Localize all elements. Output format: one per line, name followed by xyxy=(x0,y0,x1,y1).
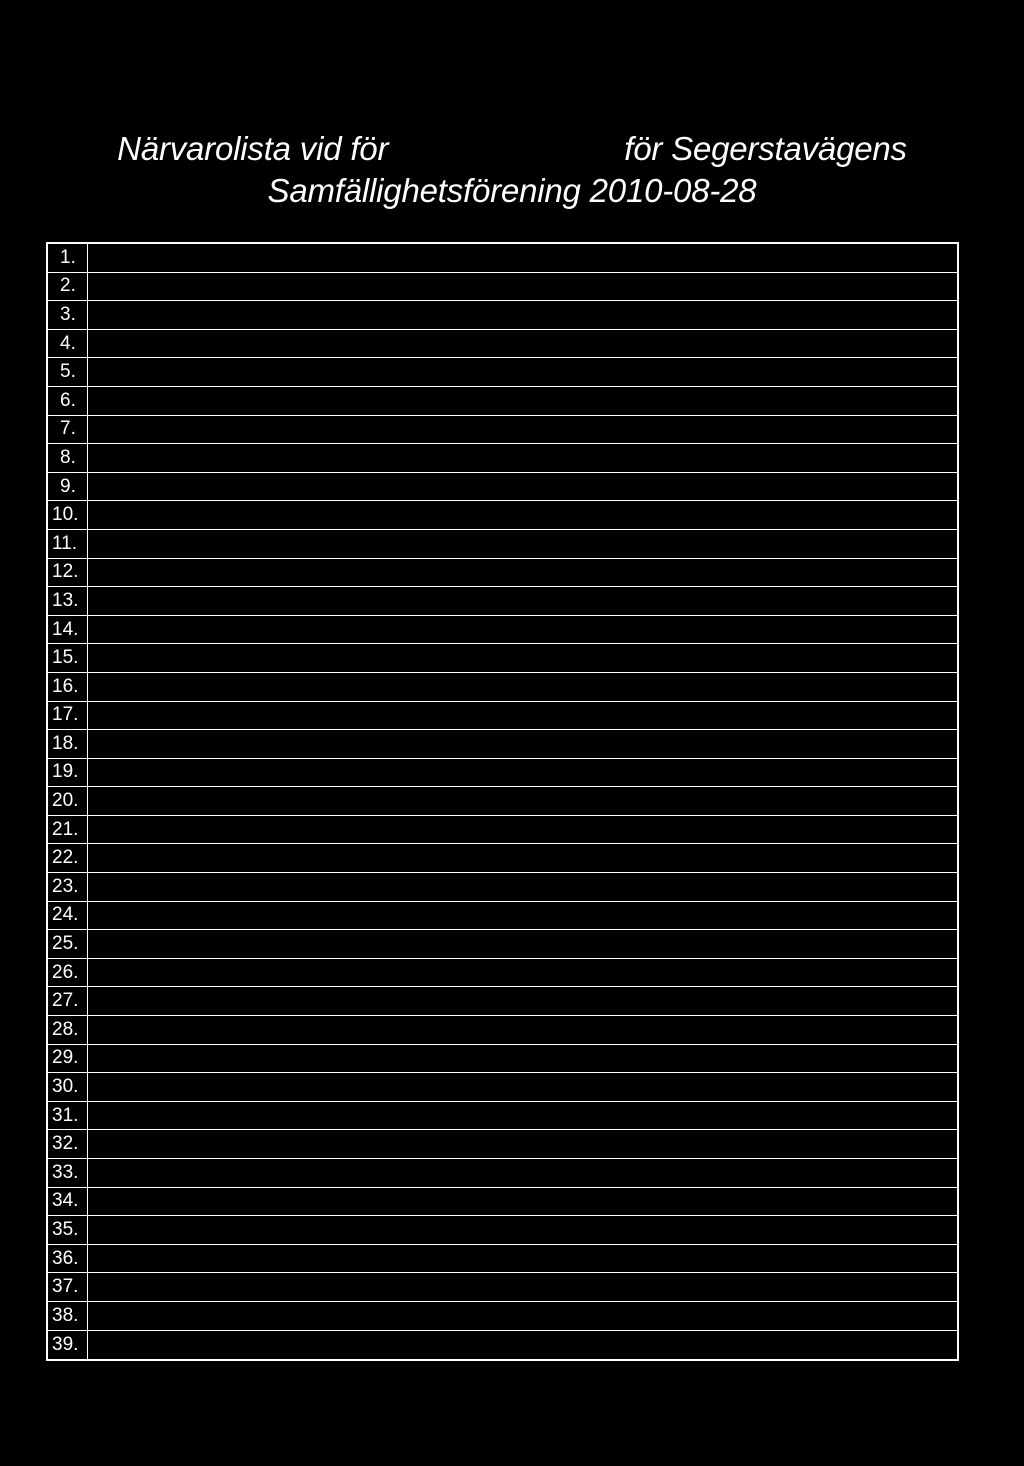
attendance-row xyxy=(48,301,957,330)
row-number: 11. xyxy=(48,530,88,558)
row-number: 5. xyxy=(48,358,88,386)
row-number: 17. xyxy=(48,702,88,730)
attendance-row xyxy=(48,1130,957,1159)
attendance-row xyxy=(48,844,957,873)
attendance-row xyxy=(48,1188,957,1217)
attendance-row xyxy=(48,730,957,759)
attendance-row xyxy=(48,959,957,988)
row-number: 16. xyxy=(48,673,88,701)
signature-cell xyxy=(88,587,957,615)
row-number: 4. xyxy=(48,330,88,358)
attendance-row xyxy=(48,1045,957,1074)
row-number: 24. xyxy=(48,902,88,930)
row-number: 15. xyxy=(48,644,88,672)
attendance-row xyxy=(48,673,957,702)
attendance-row xyxy=(48,358,957,387)
row-number: 36. xyxy=(48,1245,88,1273)
title-line-1-start: Närvarolista vid för xyxy=(117,130,389,167)
signature-cell xyxy=(88,444,957,472)
row-number: 35. xyxy=(48,1216,88,1244)
row-number: 6. xyxy=(48,387,88,415)
signature-cell xyxy=(88,644,957,672)
attendance-row xyxy=(48,587,957,616)
signature-cell xyxy=(88,416,957,444)
row-number: 12. xyxy=(48,559,88,587)
signature-cell xyxy=(88,559,957,587)
signature-cell xyxy=(88,501,957,529)
attendance-row xyxy=(48,1073,957,1102)
row-number: 19. xyxy=(48,759,88,787)
attendance-row xyxy=(48,244,957,273)
row-number: 9. xyxy=(48,473,88,501)
attendance-row xyxy=(48,873,957,902)
signature-cell xyxy=(88,1331,957,1360)
signature-cell xyxy=(88,673,957,701)
attendance-row xyxy=(48,501,957,530)
signature-cell xyxy=(88,1073,957,1101)
signature-cell xyxy=(88,1016,957,1044)
row-number: 10. xyxy=(48,501,88,529)
signature-cell xyxy=(88,1102,957,1130)
attendance-row xyxy=(48,330,957,359)
signature-cell xyxy=(88,273,957,301)
signature-cell xyxy=(88,1188,957,1216)
attendance-row xyxy=(48,987,957,1016)
row-number: 21. xyxy=(48,816,88,844)
signature-cell xyxy=(88,959,957,987)
attendance-row xyxy=(48,816,957,845)
attendance-row xyxy=(48,1102,957,1131)
signature-cell xyxy=(88,1302,957,1330)
attendance-row xyxy=(48,1216,957,1245)
signature-cell xyxy=(88,301,957,329)
attendance-row xyxy=(48,1245,957,1274)
row-number: 22. xyxy=(48,844,88,872)
title-line-2: Samfällighetsförening 2010-08-28 xyxy=(267,172,757,209)
signature-cell xyxy=(88,759,957,787)
signature-cell xyxy=(88,1216,957,1244)
attendance-row xyxy=(48,616,957,645)
row-number: 37. xyxy=(48,1273,88,1301)
row-number: 31. xyxy=(48,1102,88,1130)
signature-cell xyxy=(88,730,957,758)
signature-cell xyxy=(88,1245,957,1273)
row-number: 38. xyxy=(48,1302,88,1330)
row-number: 2. xyxy=(48,273,88,301)
row-number: 8. xyxy=(48,444,88,472)
attendance-row xyxy=(48,902,957,931)
signature-cell xyxy=(88,387,957,415)
row-number: 30. xyxy=(48,1073,88,1101)
signature-cell xyxy=(88,902,957,930)
signature-cell xyxy=(88,1273,957,1301)
attendance-row xyxy=(48,387,957,416)
attendance-row xyxy=(48,787,957,816)
attendance-row xyxy=(48,530,957,559)
signature-cell xyxy=(88,1130,957,1158)
row-number: 26. xyxy=(48,959,88,987)
signature-cell xyxy=(88,844,957,872)
signature-cell xyxy=(88,702,957,730)
row-number: 20. xyxy=(48,787,88,815)
row-number: 33. xyxy=(48,1159,88,1187)
row-number: 7. xyxy=(48,416,88,444)
row-number: 32. xyxy=(48,1130,88,1158)
signature-cell xyxy=(88,987,957,1015)
signature-cell xyxy=(88,616,957,644)
row-number: 13. xyxy=(48,587,88,615)
row-number: 3. xyxy=(48,301,88,329)
attendance-row xyxy=(48,559,957,588)
attendance-row xyxy=(48,444,957,473)
signature-cell xyxy=(88,530,957,558)
attendance-list xyxy=(46,242,959,1361)
row-number: 34. xyxy=(48,1188,88,1216)
document-title xyxy=(0,128,1024,212)
signature-cell xyxy=(88,816,957,844)
attendance-row xyxy=(48,1159,957,1188)
signature-cell xyxy=(88,244,957,272)
signature-cell xyxy=(88,330,957,358)
signature-cell xyxy=(88,787,957,815)
attendance-row xyxy=(48,1331,957,1360)
attendance-row xyxy=(48,1016,957,1045)
attendance-row xyxy=(48,644,957,673)
title-line-1 xyxy=(0,128,1024,170)
signature-cell xyxy=(88,873,957,901)
row-number: 27. xyxy=(48,987,88,1015)
row-number: 39. xyxy=(48,1331,88,1360)
row-number: 18. xyxy=(48,730,88,758)
row-number: 25. xyxy=(48,930,88,958)
attendance-row xyxy=(48,416,957,445)
signature-cell xyxy=(88,473,957,501)
attendance-row xyxy=(48,473,957,502)
attendance-row xyxy=(48,1302,957,1331)
attendance-row xyxy=(48,1273,957,1302)
signature-cell xyxy=(88,358,957,386)
signature-cell xyxy=(88,930,957,958)
attendance-row xyxy=(48,702,957,731)
row-number: 28. xyxy=(48,1016,88,1044)
title-line-1-end: för Segerstavägens xyxy=(624,130,907,167)
signature-cell xyxy=(88,1159,957,1187)
row-number: 1. xyxy=(48,244,88,272)
attendance-row xyxy=(48,759,957,788)
signature-cell xyxy=(88,1045,957,1073)
row-number: 14. xyxy=(48,616,88,644)
row-number: 29. xyxy=(48,1045,88,1073)
row-number: 23. xyxy=(48,873,88,901)
attendance-row xyxy=(48,273,957,302)
attendance-row xyxy=(48,930,957,959)
